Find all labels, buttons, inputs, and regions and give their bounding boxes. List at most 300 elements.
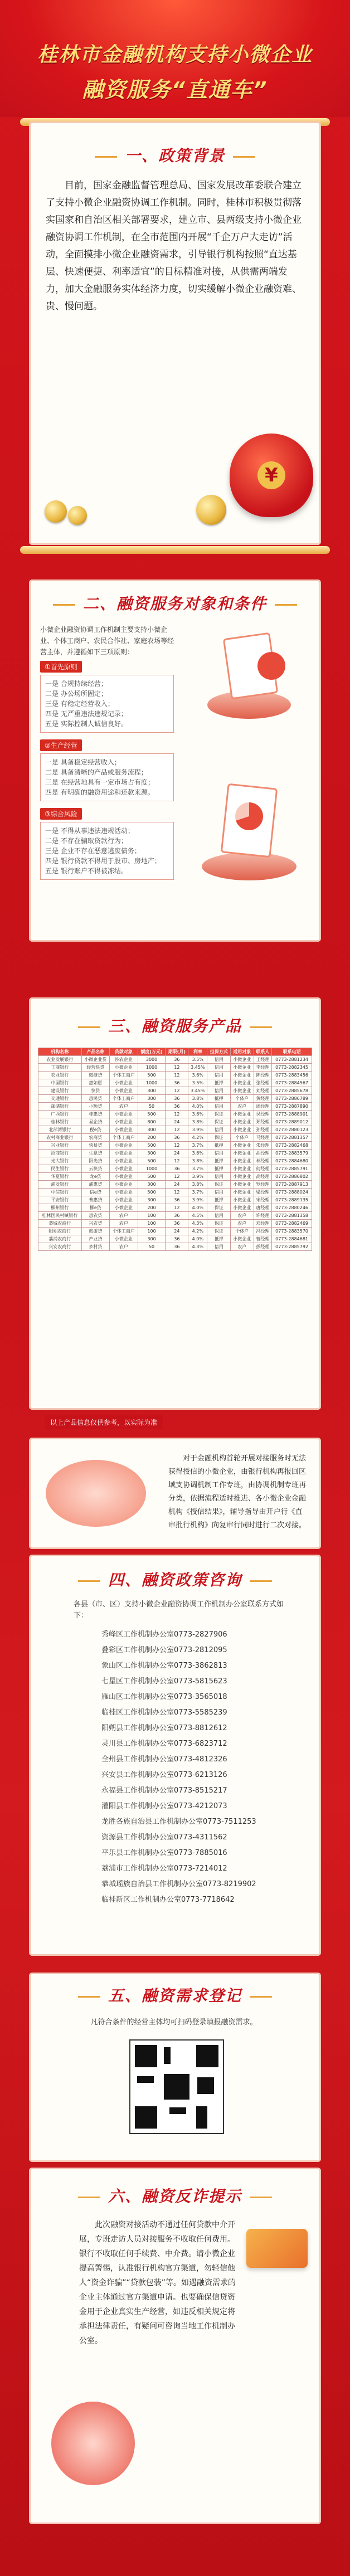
table-cell: 500: [138, 1072, 166, 1079]
table-row: [38, 1150, 312, 1157]
table-cell: 龙e贷: [81, 1173, 110, 1181]
table-cell: 100: [138, 1212, 166, 1220]
qr-code[interactable]: [129, 2039, 224, 2134]
table-cell: 小微企业: [231, 1150, 254, 1157]
table-cell: 小微企业: [231, 1142, 254, 1150]
service-line: 四是 有明确的融资用途和还款来源。: [45, 788, 154, 796]
products-table-wrap: [38, 1048, 312, 1251]
table-cell: 中信银行: [38, 1189, 82, 1196]
table-row: [38, 1142, 312, 1150]
section-title-register: 五、融资需求登记: [29, 1984, 321, 2006]
table-row: [38, 1103, 312, 1111]
contact-item: 阳朔县工作机制办公室0773-8812612: [101, 1724, 227, 1732]
service-line: 二是 具备清晰的产品或服务流程；: [45, 768, 148, 776]
table-cell: 冯经理: [254, 1228, 272, 1235]
table-cell: 信用: [207, 1243, 231, 1251]
table-cell: 小微企业: [231, 1204, 254, 1212]
table-cell: 兴农贷: [81, 1220, 110, 1228]
table-cell: 抵押: [207, 1235, 231, 1243]
table-cell: 小微企业: [231, 1235, 254, 1243]
table-cell: 3.9%: [188, 1196, 207, 1204]
contact-item: 七星区工作机制办公室0773-5815623: [101, 1677, 227, 1686]
table-cell: 12: [166, 1064, 188, 1072]
table-cell: 300: [138, 1150, 166, 1157]
table-cell: 刘经理: [254, 1087, 272, 1095]
table-cell: 0773-2888024: [272, 1189, 312, 1196]
table-cell: 桂惠贷: [81, 1111, 110, 1118]
table-cell: 36: [166, 1220, 188, 1228]
contact-item: 象山区工作机制办公室0773-3862813: [101, 1662, 227, 1670]
table-row: [38, 1204, 312, 1212]
table-cell: 300: [138, 1126, 166, 1134]
section-service-card: [29, 580, 321, 942]
service-line: 一是 具备稳定经营收入；: [45, 758, 121, 766]
table-cell: 北部湾银行: [38, 1126, 82, 1134]
table-cell: 经营快贷: [81, 1064, 110, 1072]
contact-item: 灵川县工作机制办公室0773-6823712: [101, 1740, 227, 1748]
table-cell: 3.7%: [188, 1142, 207, 1150]
table-cell: 张经理: [254, 1079, 272, 1087]
gold-rim-bottom: [20, 546, 330, 554]
table-cell: 小微企业: [110, 1189, 138, 1196]
contact-item: 永福县工作机制办公室0773-8515217: [101, 1786, 227, 1795]
table-cell: 个体工商户: [110, 1095, 138, 1103]
table-cell: 500: [138, 1173, 166, 1181]
table-cell: 0773-2883570: [272, 1228, 312, 1235]
contact-item: 资源县工作机制办公室0773-4311562: [101, 1833, 227, 1842]
shield-icon: [51, 2402, 135, 2485]
contact-item: 荔浦市工作机制办公室0773-7214012: [101, 1864, 227, 1873]
table-cell: 信用: [207, 1212, 231, 1220]
table-cell: 3.5%: [188, 1079, 207, 1087]
table-cell: 平安银行: [38, 1196, 82, 1204]
table-cell: 500: [138, 1157, 166, 1165]
table-cell: 小微企业: [231, 1157, 254, 1165]
table-cell: 许经理: [254, 1212, 272, 1220]
table-cell: 24: [166, 1181, 188, 1189]
table-header-cell: 联系人: [254, 1048, 272, 1056]
service-content: [40, 624, 174, 883]
table-cell: 信用: [207, 1072, 231, 1079]
contact-item: 兴安县工作机制办公室0773-6213126: [101, 1771, 227, 1779]
contact-item: 秀峰区工作机制办公室0773-2827906: [101, 1630, 227, 1639]
table-cell: 12: [166, 1072, 188, 1079]
table-cell: 0773-2882468: [272, 1142, 312, 1150]
table-cell: 信用: [207, 1087, 231, 1095]
table-cell: 24: [166, 1150, 188, 1157]
table-cell: 涉农企业: [110, 1056, 138, 1064]
table-cell: 惠民贷: [81, 1095, 110, 1103]
table-cell: 兴安农商行: [38, 1243, 82, 1251]
table-cell: 36: [166, 1134, 188, 1142]
table-cell: 0773-2885791: [272, 1165, 312, 1173]
table-cell: 小微企业: [231, 1079, 254, 1087]
table-cell: 黄经理: [254, 1095, 272, 1103]
table-cell: 浦惠贷: [81, 1181, 110, 1189]
table-cell: 0773-2884567: [272, 1079, 312, 1087]
report-illustration-icon: [196, 780, 302, 886]
table-cell: 0773-2880246: [272, 1204, 312, 1212]
table-cell: 桂林银行: [38, 1118, 82, 1126]
table-cell: 惠农贷: [81, 1212, 110, 1220]
document-illustration-icon: [46, 1460, 146, 1527]
table-cell: 12: [166, 1126, 188, 1134]
table-cell: 李经理: [254, 1064, 272, 1072]
section-register-card: [29, 1973, 321, 2162]
table-cell: 保证: [207, 1111, 231, 1118]
section-title-fraud: 六、融资反诈提示: [29, 2184, 321, 2207]
table-cell: 产业贷: [81, 1235, 110, 1243]
table-header-cell: 产品名称: [81, 1048, 110, 1056]
table-cell: 小微企业: [231, 1126, 254, 1134]
coin-icon: [68, 506, 87, 525]
table-cell: 3.6%: [188, 1072, 207, 1079]
table-row: [38, 1243, 312, 1251]
note-label: 以上产品信息仅供参考，以实际为准: [45, 1415, 163, 1429]
header-title-line2: 融资服务“直通车”: [82, 77, 268, 102]
contact-item: 龙胜各族自治县工作机制办公室0773-7511253: [101, 1818, 256, 1826]
header-banner: [0, 0, 350, 117]
table-cell: 0773-2886789: [272, 1095, 312, 1103]
table-cell: 12: [166, 1142, 188, 1150]
table-cell: 小微企业: [231, 1087, 254, 1095]
fraud-text: 此次融资对接活动不通过任何贷款中介开展，专班走访人员对接服务不收取任何费用。银行不收取任何手续费、中介费。请小微企业提高警惕，认准银行机构官方渠道，勿轻信他人“资金诈骗”“贷款包装”等。如遇融资需求的企业主体通过官方渠道申请。也要确保信贷资金用于企业真实生产经营，如违反相关规定将承担法律责任，有疑问可咨询当地工作机制办公室。: [79, 2220, 236, 2345]
table-cell: 抵押: [207, 1142, 231, 1150]
table-cell: 小额贷: [81, 1103, 110, 1111]
table-cell: 阳光贷: [81, 1157, 110, 1165]
table-cell: 农商贷: [81, 1134, 110, 1142]
table-cell: 0773-2880123: [272, 1126, 312, 1134]
table-cell: 24: [166, 1118, 188, 1126]
table-cell: 0773-2881234: [272, 1056, 312, 1064]
register-text: 凡符合条件的经营主体均可扫码登录填报融资需求。: [90, 2018, 257, 2027]
table-header-cell: 利率: [188, 1048, 207, 1056]
table-cell: 快贷: [81, 1087, 110, 1095]
table-cell: 个体户: [231, 1095, 254, 1103]
table-cell: 周经理: [254, 1103, 272, 1111]
contact-item: 临桂区工作机制办公室0773-5585239: [101, 1708, 227, 1717]
contact-item: 平乐县工作机制办公室0773-7885016: [101, 1849, 227, 1857]
service-line: 一是 不得从事违法违规活动；: [45, 827, 134, 835]
table-cell: 3.45%: [188, 1064, 207, 1072]
table-cell: 信用: [207, 1056, 231, 1064]
table-cell: 胡经理: [254, 1150, 272, 1157]
table-cell: 3.6%: [188, 1150, 207, 1157]
table-cell: 12: [166, 1173, 188, 1181]
table-cell: 浦发银行: [38, 1181, 82, 1189]
table-cell: 林经理: [254, 1157, 272, 1165]
table-cell: 抵押: [207, 1165, 231, 1173]
table-cell: 信用: [207, 1150, 231, 1157]
table-cell: 4.3%: [188, 1243, 207, 1251]
table-cell: 农村商业银行: [38, 1134, 82, 1142]
table-cell: 抵押: [207, 1095, 231, 1103]
table-row: [38, 1087, 312, 1095]
contact-list: [101, 1627, 285, 1908]
table-cell: 王经理: [254, 1056, 272, 1064]
table-cell: 小微企业: [110, 1111, 138, 1118]
table-row: [38, 1079, 312, 1087]
contact-item: 灌阳县工作机制办公室0773-4212073: [101, 1802, 227, 1810]
table-cell: 36: [166, 1235, 188, 1243]
section-title-products: 三、融资服务产品: [29, 1014, 321, 1036]
table-header-row: [38, 1048, 312, 1056]
table-cell: 马经理: [254, 1134, 272, 1142]
table-cell: 3.9%: [188, 1173, 207, 1181]
service-line: 二是 不存在骗取贷款行为；: [45, 837, 128, 845]
table-cell: 个体工商户: [110, 1134, 138, 1142]
table-cell: 信用: [207, 1173, 231, 1181]
service-tag: ③综合风险: [40, 808, 82, 820]
table-cell: 中国银行: [38, 1079, 82, 1087]
table-cell: 36: [166, 1165, 188, 1173]
table-cell: 800: [138, 1118, 166, 1126]
table-cell: 小微企业: [110, 1157, 138, 1165]
table-cell: 0773-2885678: [272, 1087, 312, 1095]
table-cell: 0773-2881357: [272, 1134, 312, 1142]
table-header-cell: 额度(万元): [138, 1048, 166, 1056]
document-illustration-icon: [196, 630, 302, 724]
section-fraud-card: [29, 2168, 321, 2524]
table-cell: 抵押: [207, 1196, 231, 1204]
table-cell: 信用: [207, 1064, 231, 1072]
contact-item: 雁山区工作机制办公室0773-3565018: [101, 1693, 227, 1701]
table-cell: 何经理: [254, 1165, 272, 1173]
money-bag-icon: ¥: [230, 434, 313, 517]
table-cell: 保证: [207, 1204, 231, 1212]
table-cell: 农户: [110, 1243, 138, 1251]
table-cell: 0773-2889012: [272, 1118, 312, 1126]
table-header-cell: 期限(月): [166, 1048, 188, 1056]
table-cell: 0773-2882345: [272, 1064, 312, 1072]
table-cell: 36: [166, 1095, 188, 1103]
table-cell: 0773-2883579: [272, 1150, 312, 1157]
service-line: 二是 办公场所固定；: [45, 690, 108, 698]
table-cell: 郑经理: [254, 1118, 272, 1126]
table-cell: 普惠贷: [81, 1196, 110, 1204]
table-cell: 乡村贷: [81, 1243, 110, 1251]
table-row: [38, 1064, 312, 1072]
table-cell: 抵押: [207, 1157, 231, 1165]
table-row: [38, 1072, 312, 1079]
contact-item: 临桂新区工作机制办公室0773-7718642: [101, 1896, 235, 1904]
table-cell: 小微企业: [110, 1142, 138, 1150]
table-cell: 荔浦农商行: [38, 1235, 82, 1243]
table-body: [38, 1056, 312, 1251]
table-cell: 保证: [207, 1134, 231, 1142]
table-cell: 0773-2883456: [272, 1072, 312, 1079]
table-cell: 小微企业: [110, 1118, 138, 1126]
table-cell: 36: [166, 1079, 188, 1087]
header-title-line1: 桂林市金融机构支持小微企业: [37, 43, 313, 66]
table-cell: 0773-2882469: [272, 1220, 312, 1228]
table-cell: 惠如愿: [81, 1079, 110, 1087]
table-cell: 小微企业: [231, 1196, 254, 1204]
table-cell: 小微企业: [231, 1173, 254, 1181]
table-cell: 0773-2886802: [272, 1173, 312, 1181]
service-line: 一是 合规持续经营；: [45, 680, 108, 688]
table-cell: 小微企业: [110, 1150, 138, 1157]
service-intro: 小微企业融资协调工作机制主要支持小微企业、个体工商户、农民合作社、家庭农场等经营主体，并遵循如下三项原则：: [40, 626, 174, 656]
table-cell: 华夏银行: [38, 1173, 82, 1181]
service-tag: ②生产经营: [40, 739, 82, 751]
table-cell: 12: [166, 1204, 188, 1212]
table-cell: 个体工商户: [110, 1072, 138, 1079]
table-cell: 3.5%: [188, 1056, 207, 1064]
table-cell: 4.0%: [188, 1235, 207, 1243]
table-cell: 300: [138, 1181, 166, 1189]
table-cell: 农业银行: [38, 1072, 82, 1079]
table-cell: 3.6%: [188, 1111, 207, 1118]
table-row: [38, 1181, 312, 1189]
table-row: [38, 1165, 312, 1173]
table-cell: 24: [166, 1228, 188, 1235]
table-cell: 4.0%: [188, 1103, 207, 1111]
table-cell: 彭经理: [254, 1243, 272, 1251]
table-cell: 0773-2888901: [272, 1111, 312, 1118]
table-cell: 36: [166, 1243, 188, 1251]
table-cell: 3.7%: [188, 1189, 207, 1196]
consult-intro: 各县（市、区）支持小微企业融资协调工作机制办公室联系方式如下：: [74, 1600, 284, 1620]
table-cell: 高经理: [254, 1173, 272, 1181]
table-cell: 交通银行: [38, 1095, 82, 1103]
table-cell: 信用: [207, 1126, 231, 1134]
table-cell: 保证: [207, 1181, 231, 1189]
table-cell: 12: [166, 1157, 188, 1165]
table-cell: 500: [138, 1142, 166, 1150]
table-cell: 农户: [110, 1220, 138, 1228]
table-cell: 0773-2885792: [272, 1243, 312, 1251]
table-header-cell: 联系电话: [272, 1048, 312, 1056]
table-cell: 36: [166, 1196, 188, 1204]
table-cell: 36: [166, 1212, 188, 1220]
table-cell: 柳州银行: [38, 1204, 82, 1212]
table-cell: 小微企业: [110, 1126, 138, 1134]
table-cell: 农户: [231, 1212, 254, 1220]
table-cell: 广西银行: [38, 1111, 82, 1118]
table-row: [38, 1235, 312, 1243]
table-cell: 200: [138, 1204, 166, 1212]
service-line: 五是 实际控制人诚信良好。: [45, 720, 128, 728]
service-box-3: [40, 822, 174, 880]
table-cell: 农业发展银行: [38, 1056, 82, 1064]
service-box-2: [40, 753, 174, 801]
table-cell: 0773-2884680: [272, 1157, 312, 1165]
table-cell: 兴业银行: [38, 1142, 82, 1150]
table-cell: 小微企业: [110, 1196, 138, 1204]
table-cell: 恭城农商行: [38, 1220, 82, 1228]
section-products-card: [29, 997, 321, 1410]
table-row: [38, 1126, 312, 1134]
table-header-cell: 适用对象: [231, 1048, 254, 1056]
table-cell: 税e贷: [81, 1126, 110, 1134]
table-cell: 阳朔农商行: [38, 1228, 82, 1235]
table-cell: 300: [138, 1095, 166, 1103]
table-cell: 保证: [207, 1228, 231, 1235]
coin-icon: [196, 495, 226, 525]
table-cell: 曹经理: [254, 1235, 272, 1243]
table-cell: 300: [138, 1087, 166, 1095]
table-cell: 3.9%: [188, 1126, 207, 1134]
table-cell: 小微企业: [110, 1079, 138, 1087]
table-cell: 信用: [207, 1189, 231, 1196]
table-cell: 300: [138, 1235, 166, 1243]
table-cell: 小微企业贷: [81, 1056, 110, 1064]
table-row: [38, 1134, 312, 1142]
table-header-cell: 贷款对象: [110, 1048, 138, 1056]
table-cell: 旅游贷: [81, 1228, 110, 1235]
table-row: [38, 1220, 312, 1228]
contact-item: 恭城瑶族自治县工作机制办公室0773-8219902: [101, 1880, 256, 1888]
contact-item: 叠彩区工作机制办公室0773-2812095: [101, 1646, 227, 1654]
table-cell: 个体户: [231, 1228, 254, 1235]
table-cell: 12: [166, 1111, 188, 1118]
coin-icon: [45, 500, 67, 523]
table-cell: 建设银行: [38, 1087, 82, 1095]
table-cell: 0773-2887890: [272, 1103, 312, 1111]
table-row: [38, 1056, 312, 1064]
table-cell: 快易贷: [81, 1142, 110, 1150]
table-cell: 小微企业: [231, 1165, 254, 1173]
table-cell: 罗经理: [254, 1181, 272, 1189]
table-cell: 农户: [110, 1212, 138, 1220]
service-line: 五是 银行账户不得被冻结。: [45, 867, 128, 875]
table-row: [38, 1196, 312, 1204]
table-cell: 云快贷: [81, 1165, 110, 1173]
table-cell: 桂林国民村镇银行: [38, 1212, 82, 1220]
table-cell: 300: [138, 1196, 166, 1204]
table-cell: 梁经理: [254, 1189, 272, 1196]
service-line: 三是 有稳定经营收入；: [45, 700, 114, 708]
table-cell: 0773-2881358: [272, 1212, 312, 1220]
table-cell: 小微企业: [231, 1118, 254, 1126]
table-row: [38, 1111, 312, 1118]
table-cell: 50: [138, 1103, 166, 1111]
section-consult-card: [29, 1555, 321, 1956]
table-cell: 信e贷: [81, 1189, 110, 1196]
table-cell: 小微企业: [110, 1087, 138, 1095]
table-header-cell: 机构名称: [38, 1048, 82, 1056]
card-illustration-icon: [246, 2229, 308, 2268]
table-cell: 小微企业: [231, 1056, 254, 1064]
table-cell: 1000: [138, 1064, 166, 1072]
service-line: 三是 在经营地具有一定市场占有度；: [45, 778, 154, 786]
table-cell: 3.8%: [188, 1181, 207, 1189]
table-cell: 小微企业: [110, 1064, 138, 1072]
table-cell: 小微企业: [110, 1235, 138, 1243]
table-cell: 朱经理: [254, 1142, 272, 1150]
table-cell: 小微企业: [231, 1064, 254, 1072]
table-cell: 小微企业: [231, 1111, 254, 1118]
table-cell: 100: [138, 1220, 166, 1228]
table-cell: 宋经理: [254, 1196, 272, 1204]
table-cell: 小微企业: [110, 1181, 138, 1189]
table-row: [38, 1095, 312, 1103]
table-cell: 4.5%: [188, 1212, 207, 1220]
table-row: [38, 1189, 312, 1196]
table-cell: 小微企业: [231, 1189, 254, 1196]
table-cell: 500: [138, 1189, 166, 1196]
table-cell: 生意贷: [81, 1150, 110, 1157]
table-cell: 0773-2887913: [272, 1181, 312, 1189]
table-row: [38, 1212, 312, 1220]
table-cell: 200: [138, 1134, 166, 1142]
table-cell: 1000: [138, 1079, 166, 1087]
service-tag: ①首先原则: [40, 661, 82, 673]
table-cell: 3.45%: [188, 1087, 207, 1095]
section-title-consult: 四、融资政策咨询: [29, 1568, 321, 1590]
service-box-1: [40, 675, 174, 733]
